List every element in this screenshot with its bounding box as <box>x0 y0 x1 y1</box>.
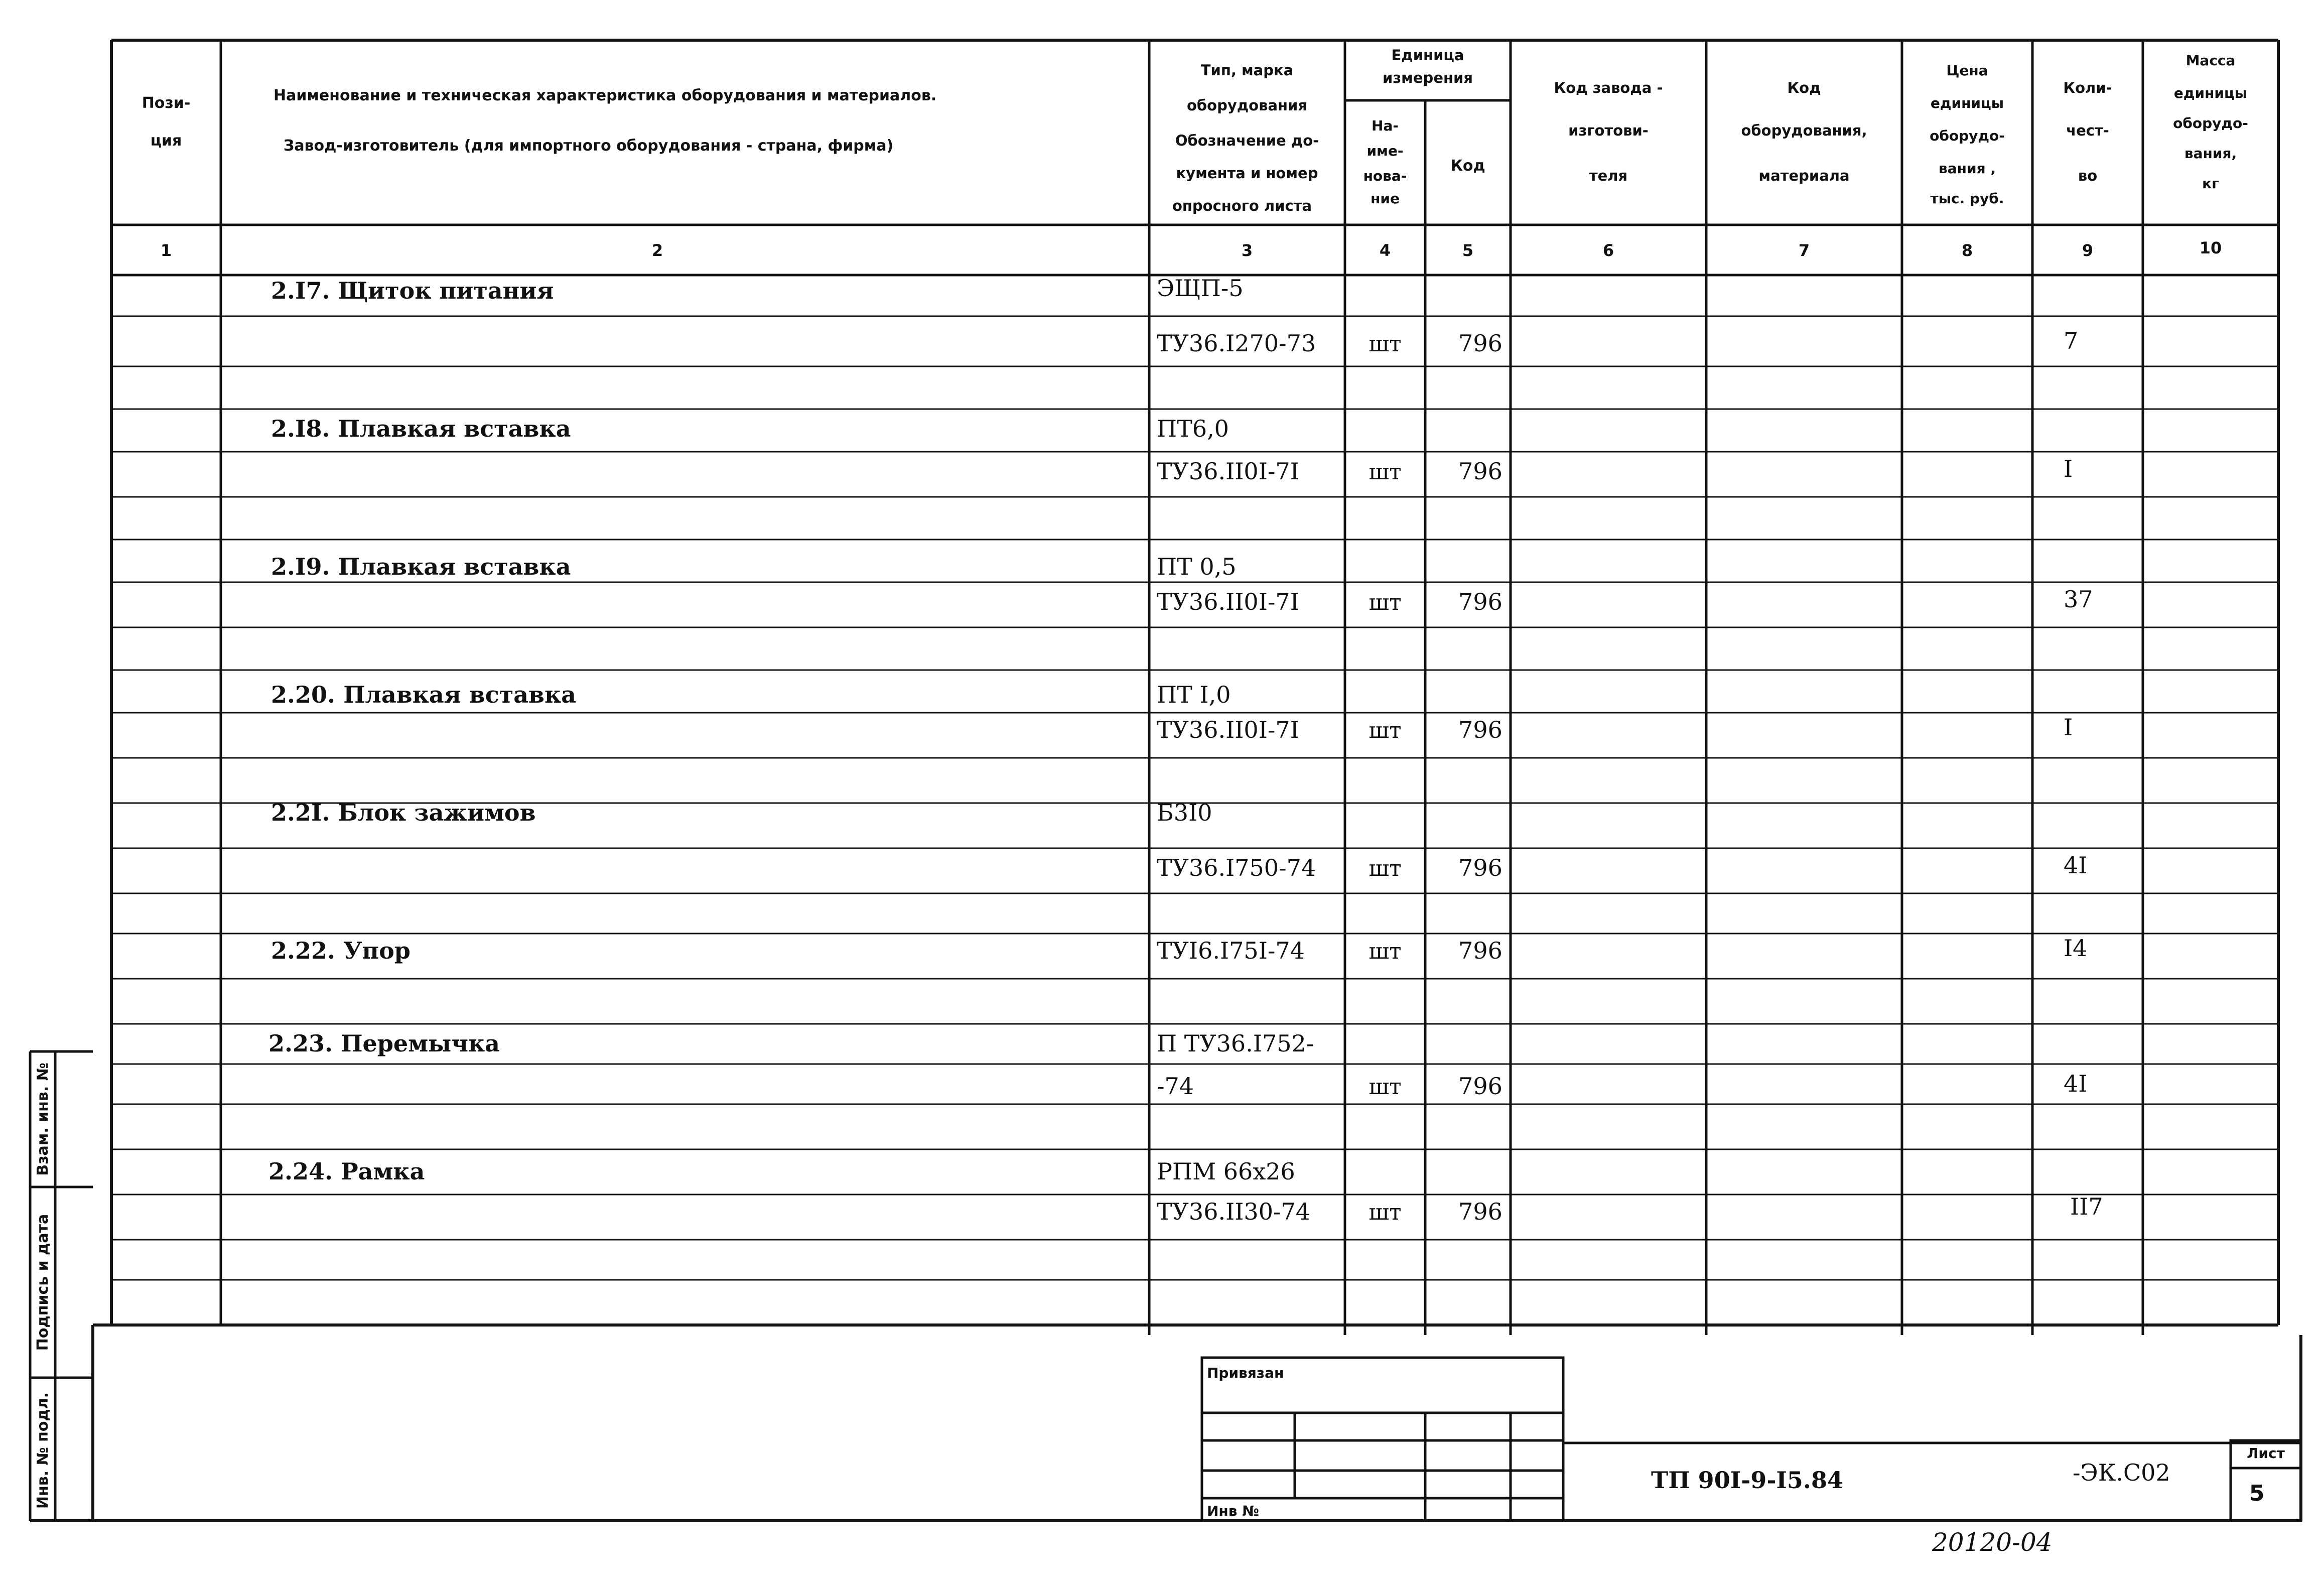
item-type: ПТ I,0 <box>1157 681 1231 708</box>
header-col4-line1: На- <box>1372 117 1399 134</box>
table-body <box>268 275 2103 1225</box>
item-code: 796 <box>1458 588 1502 615</box>
header-col10-line4: вания, <box>2184 145 2237 162</box>
item-qty: 4I <box>2064 852 2088 879</box>
header-col3-line5: опросного листа <box>1172 197 1312 214</box>
item-name: 2.22. Упор <box>271 937 411 964</box>
header-unit-group-line2: измерения <box>1383 69 1473 86</box>
item-code: 796 <box>1458 1198 1502 1225</box>
header-lines <box>111 100 2278 275</box>
table-header <box>142 47 2248 214</box>
item-type: РПМ 66х26 <box>1157 1158 1295 1185</box>
table-row <box>271 799 2087 881</box>
table-row <box>271 553 2093 615</box>
column-number-8: 8 <box>1961 241 1973 260</box>
header-col10-line1: Масса <box>2185 52 2236 69</box>
header-col7-line2: оборудования, <box>1741 122 1867 139</box>
item-doc: ТУ36.II30-74 <box>1157 1198 1311 1225</box>
item-type: Б3I0 <box>1157 799 1212 826</box>
side-stamp-label-signature-date: Подпись и дата <box>34 1214 52 1351</box>
item-code: 796 <box>1458 716 1502 743</box>
column-number-4: 4 <box>1379 241 1391 260</box>
header-col6-line3: теля <box>1589 167 1628 184</box>
item-qty: 37 <box>2064 586 2093 613</box>
item-type: ПТ 0,5 <box>1157 553 1237 580</box>
item-unit: шт <box>1369 939 1402 964</box>
header-col8-line3: оборудо- <box>1930 127 2005 144</box>
column-number-10: 10 <box>2199 238 2222 257</box>
item-unit: шт <box>1369 459 1402 485</box>
item-qty: 4I <box>2064 1070 2088 1097</box>
item-qty: 7 <box>2064 327 2079 354</box>
column-number-9: 9 <box>2082 241 2094 260</box>
header-col3-line1: Тип, марка <box>1200 62 1294 79</box>
handwritten-archive-code: 20120-04 <box>1932 1528 2053 1557</box>
item-name: 2.23. Перемычка <box>268 1030 500 1057</box>
table-row <box>271 415 2073 485</box>
column-number-3: 3 <box>1241 241 1253 260</box>
header-col9-line1: Коли- <box>2063 79 2112 96</box>
item-doc: ТУ36.II0I-7I <box>1157 716 1299 743</box>
outer-frame <box>30 40 2301 1521</box>
title-block-inv: Инв № <box>1207 1503 1259 1519</box>
item-name: 2.24. Рамка <box>268 1158 425 1185</box>
header-col9-line3: во <box>2078 167 2098 184</box>
header-col8-line1: Цена <box>1946 62 1988 79</box>
item-name: 2.2I. Блок зажимов <box>271 799 536 826</box>
item-qty: I <box>2064 714 2073 741</box>
document-suffix: -ЭК.С02 <box>2073 1459 2170 1486</box>
header-col3-line3: Обозначение до- <box>1175 132 1319 149</box>
item-unit: шт <box>1369 1200 1402 1225</box>
header-col6-line2: изготови- <box>1568 122 1649 139</box>
document-number: ТП 90I-9-I5.84 <box>1651 1467 1843 1494</box>
table-row <box>268 1158 2103 1225</box>
header-col10-line3: оборудо- <box>2173 115 2248 131</box>
item-doc: ТУ36.I270-73 <box>1157 330 1316 357</box>
header-col1-line1: Пози- <box>142 94 191 112</box>
item-name: 2.I8. Плавкая вставка <box>271 415 571 442</box>
header-col7-line3: материала <box>1758 167 1850 184</box>
item-qty: I <box>2064 455 2073 482</box>
header-col10-line2: единицы <box>2173 85 2248 101</box>
header-col8-line5: тыс. руб. <box>1930 190 2004 207</box>
item-name: 2.I9. Плавкая вставка <box>271 553 571 580</box>
header-col3-line4: кумента и номер <box>1176 165 1318 182</box>
header-col9-line2: чест- <box>2066 122 2109 139</box>
header-col1-line2: ция <box>150 132 182 150</box>
header-col4-line3: нова- <box>1363 168 1407 184</box>
item-unit: шт <box>1369 856 1402 881</box>
item-type: П ТУ36.I752- <box>1157 1030 1314 1057</box>
item-doc: ТУ36.II0I-7I <box>1157 588 1299 615</box>
item-code: 796 <box>1458 854 1502 881</box>
table-row <box>271 935 2087 964</box>
item-type: ЭЩП-5 <box>1157 275 1244 302</box>
item-qty: II7 <box>2070 1193 2103 1220</box>
item-unit: шт <box>1369 331 1402 357</box>
header-col10-line5: кг <box>2202 175 2219 192</box>
header-col8-line4: вания , <box>1939 160 1996 177</box>
item-code: 796 <box>1458 458 1502 485</box>
header-col5: Код <box>1450 157 1485 175</box>
side-stamp <box>30 1051 93 1521</box>
item-doc: ТУI6.I75I-74 <box>1157 937 1305 964</box>
item-qty: I4 <box>2064 935 2088 962</box>
item-code: 796 <box>1458 937 1502 964</box>
item-unit: шт <box>1369 1074 1402 1100</box>
sheet-number: 5 <box>2249 1481 2265 1506</box>
column-number-7: 7 <box>1798 241 1810 260</box>
column-numbers <box>161 238 2222 260</box>
item-doc: -74 <box>1157 1073 1194 1100</box>
item-unit: шт <box>1369 718 1402 743</box>
header-col7-line1: Код <box>1787 79 1821 96</box>
header-col2-line1: Наименование и техническая характеристика оборудования и материалов. <box>274 87 937 104</box>
header-col3-line2: оборудования <box>1186 97 1308 114</box>
item-doc: ТУ36.I750-74 <box>1157 854 1316 881</box>
header-col6-line1: Код завода - <box>1554 79 1663 96</box>
item-unit: шт <box>1369 590 1402 615</box>
side-stamp-label-replaced-inv: Взам. инв. № <box>34 1063 52 1176</box>
item-name: 2.I7. Щиток питания <box>271 277 554 304</box>
title-block <box>1202 1358 2301 1521</box>
item-code: 796 <box>1458 1073 1502 1100</box>
header-col2-line2: Завод-изготовитель (для импортного оборудования - страна, фирма) <box>284 137 894 155</box>
item-doc: ТУ36.II0I-7I <box>1157 458 1299 485</box>
item-name: 2.20. Плавкая вставка <box>271 681 576 708</box>
header-col8-line2: единицы <box>1930 95 2004 111</box>
header-col4-line2: име- <box>1366 143 1404 159</box>
item-code: 796 <box>1458 330 1502 357</box>
sheet-label: Лист <box>2247 1445 2285 1462</box>
column-number-5: 5 <box>1462 241 1474 260</box>
side-stamp-label-inv-original: Инв. № подл. <box>34 1392 52 1509</box>
title-block-privyazan: Привязан <box>1207 1365 1284 1381</box>
column-number-1: 1 <box>160 241 172 260</box>
header-col4-line4: ние <box>1371 190 1400 207</box>
item-type: ПТ6,0 <box>1157 415 1229 442</box>
column-number-6: 6 <box>1602 241 1614 260</box>
column-number-2: 2 <box>651 241 663 260</box>
header-unit-group-line1: Единица <box>1391 47 1464 64</box>
